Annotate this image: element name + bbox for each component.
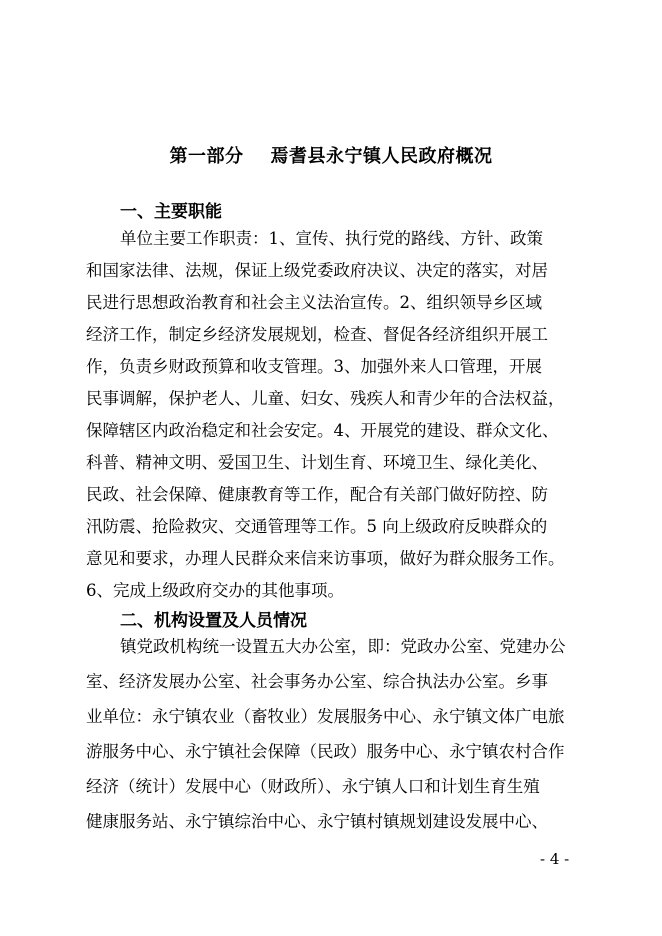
paragraph-line: 民政、社会保障、健康教育等工作，配合有关部门做好防控、防 [86,485,548,504]
paragraph-line: 意见和要求，办理人民群众来信来访事项，做好为群众服务工作。 [86,549,565,568]
paragraph-line: 6、完成上级政府交办的其他事项。 [86,581,344,600]
paragraph-line: 室、经济发展办公室、社会事务办公室、综合执法办公室。乡事 [86,672,548,691]
page-number: - 4 - [540,850,570,868]
paragraph-line: 作，负责乡财政预算和收支管理。3、加强外来人口管理，开展 [86,357,542,376]
paragraph-line: 保障辖区内政治稳定和社会安定。4、开展党的建设、群众文化、 [86,421,559,440]
paragraph-line: 单位主要工作职责：1、宣传、执行党的路线、方针、政策 [120,229,543,248]
section-heading-organization: 二、机构设置及人员情况 [120,611,307,631]
paragraph-line: 汛防震、抢险救灾、交通管理等工作。5 向上级政府反映群众的 [86,517,548,536]
section-heading-main-functions: 一、主要职能 [120,202,222,222]
paragraph-line: 和国家法律、法规，保证上级党委政府决议、决定的落实，对居 [86,261,548,280]
paragraph-line: 民进行思想政治教育和社会主义法治宣传。2、组织领导乡区域 [86,293,542,312]
page-title: 第一部分 焉耆县永宁镇人民政府概况 [169,146,493,167]
paragraph-line: 游服务中心、永宁镇社会保障（民政）服务中心、永宁镇农村合作 [86,742,565,761]
paragraph-line: 科普、精神文明、爱国卫生、计划生育、环境卫生、绿化美化、 [86,453,548,472]
paragraph-line: 民事调解，保护老人、儿童、妇女、残疾人和青少年的合法权益， [86,389,565,408]
paragraph-line: 业单位：永宁镇农业（畜牧业）发展服务中心、永宁镇文体广电旅 [86,707,565,726]
paragraph-line: 经济（统计）发展中心（财政所）、永宁镇人口和计划生育生殖 [86,777,540,796]
paragraph-line: 经济工作，制定乡经济发展规划，检查、督促各经济组织开展工 [86,325,548,344]
paragraph-line: 镇党政机构统一设置五大办公室，即：党政办公室、党建办公 [120,637,566,656]
paragraph-line: 健康服务站、永宁镇综治中心、永宁镇村镇规划建设发展中心、 [86,812,548,831]
